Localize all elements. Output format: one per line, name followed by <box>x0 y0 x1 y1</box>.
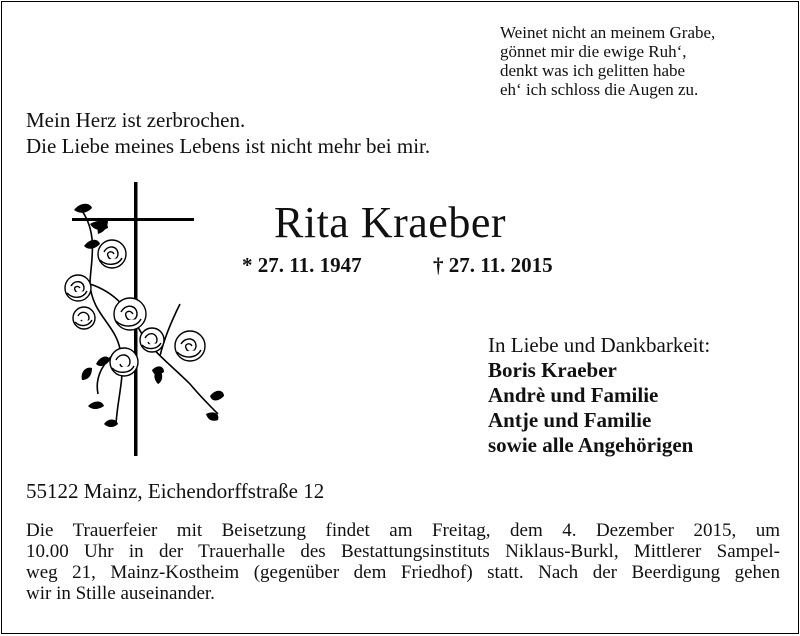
mourners-heading: In Liebe und Dankbarkeit: <box>488 333 711 357</box>
cross-horizontal-beam <box>72 218 194 221</box>
service-line: Die Trauerfeier mit Beisetzung findet am Freitag, dem 4. Dezember 2015, um <box>26 520 780 541</box>
rose-5 <box>140 328 164 352</box>
mourner-name: Boris Kraeber <box>488 358 617 382</box>
mourners-block <box>488 333 710 458</box>
service-line: wir in Stille auseinander. <box>26 583 215 604</box>
deceased-name: Rita Kraeber <box>274 198 506 247</box>
verse-line: Weinet nicht an meinem Grabe, <box>500 23 716 42</box>
verse-block <box>500 23 715 99</box>
cross-with-roses-icon <box>60 174 230 456</box>
verse-line: eh‘ ich schloss die Augen zu. <box>500 80 699 99</box>
rose-6 <box>175 331 205 361</box>
birth-date: * 27. 11. 1947 <box>242 253 362 277</box>
rose-4 <box>114 298 146 330</box>
mourner-name: sowie alle Angehörigen <box>488 433 694 457</box>
service-line: weg 21, Mainz-Kostheim (gegenüber dem Friedhof) statt. Nach der Beerdigung gehen <box>26 562 780 583</box>
rose-3 <box>73 307 95 329</box>
intro-line: Mein Herz ist zerbrochen. <box>26 108 246 132</box>
mourner-name: Andrè und Familie <box>488 383 659 407</box>
address: 55122 Mainz, Eichendorffstraße 12 <box>26 479 325 503</box>
rose-1 <box>98 240 126 268</box>
service-info <box>26 520 780 604</box>
intro-text <box>26 107 430 159</box>
death-date: † 27. 11. 2015 <box>433 253 553 277</box>
rose-2 <box>65 275 91 301</box>
verse-line: denkt was ich gelitten habe <box>500 61 686 80</box>
service-line: 10.00 Uhr in der Trauerhalle des Bestattungsinstituts Niklaus-Burkl, Mittlerer Sampel- <box>26 541 780 562</box>
obituary-notice <box>1 1 799 634</box>
rose-7 <box>110 348 138 376</box>
verse-line: gönnet mir die ewige Ruh‘, <box>500 42 687 61</box>
rose-stems <box>80 208 218 424</box>
rose-leaves <box>74 204 224 427</box>
intro-line: Die Liebe meines Lebens ist nicht mehr bei mir. <box>26 134 431 158</box>
mourner-name: Antje und Familie <box>488 408 652 432</box>
